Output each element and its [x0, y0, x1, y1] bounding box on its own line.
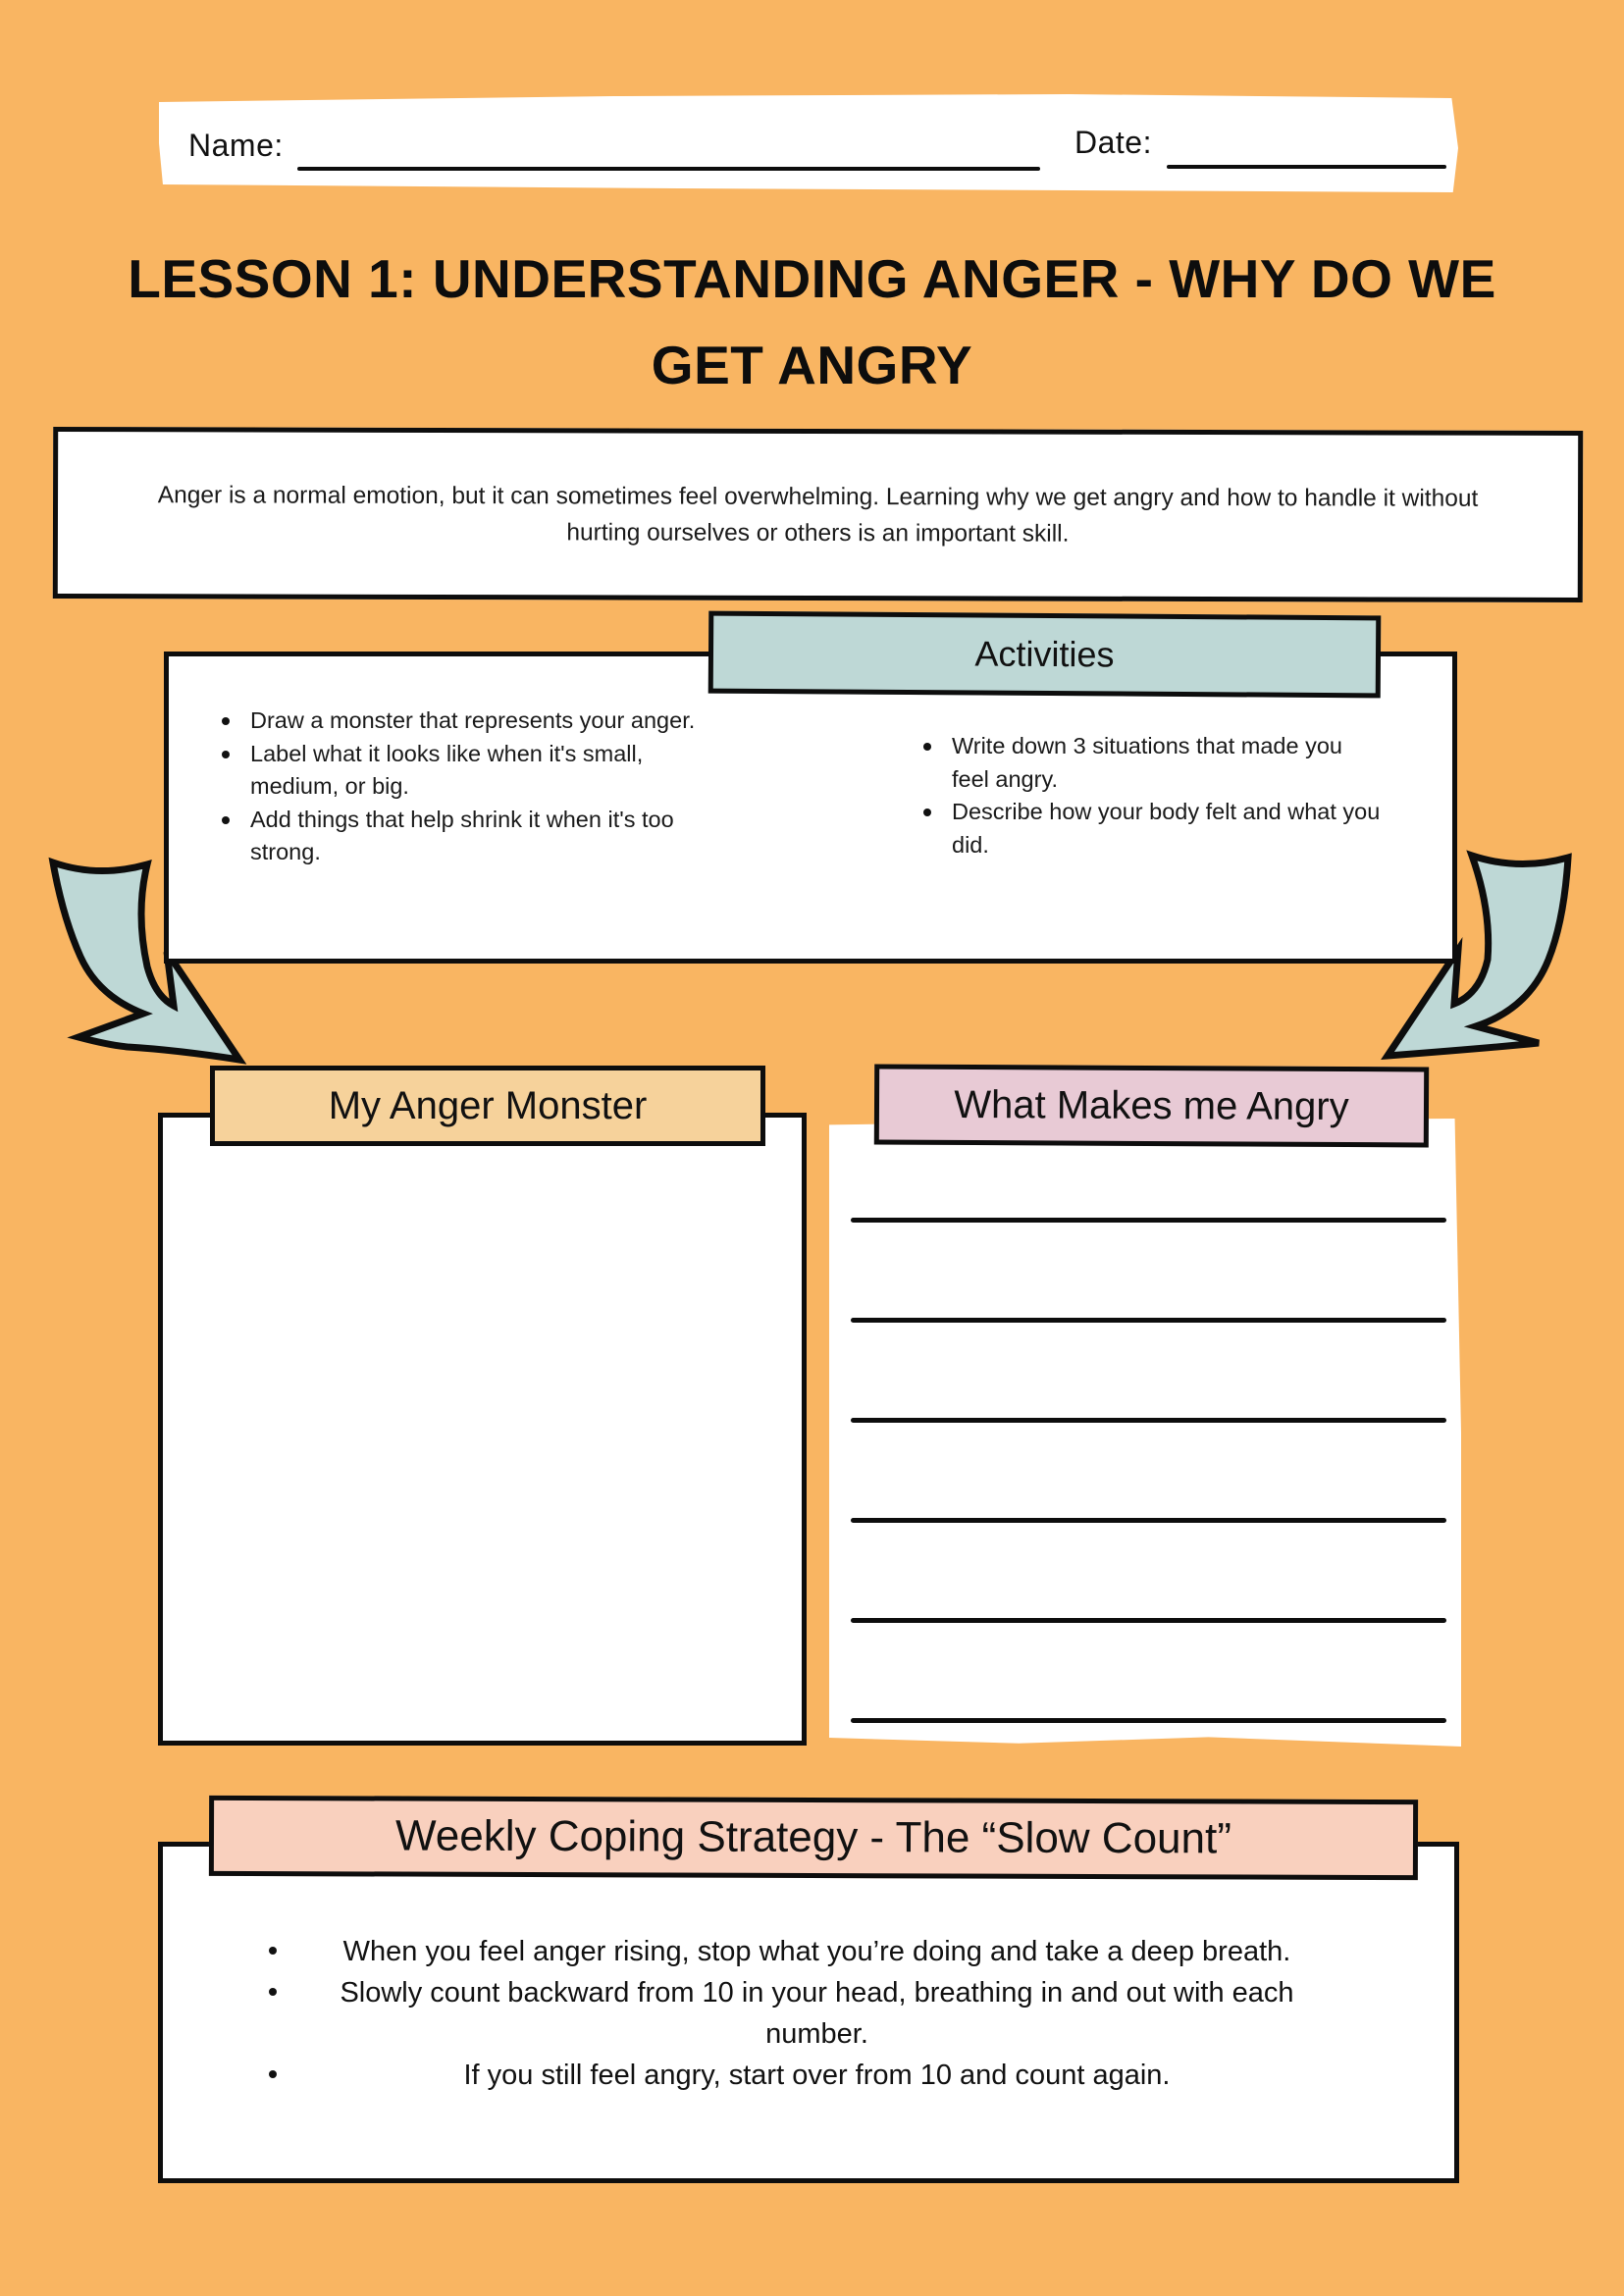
bullet-icon [269, 1947, 277, 1955]
list-item [952, 796, 1384, 861]
what-makes-me-angry-box [829, 1119, 1461, 1747]
name-field[interactable] [297, 167, 1040, 171]
activities-right-list [952, 730, 1384, 861]
writing-line-6[interactable] [851, 1718, 1446, 1723]
page-title: LESSON 1: UNDERSTANDING ANGER - WHY DO WE GET ANGRY [128, 248, 1496, 395]
anger-monster-drawing-area[interactable] [158, 1113, 807, 1746]
bullet-icon [269, 1988, 277, 1996]
list-item-text: Label what it looks like when it's small, medium, or big. [250, 740, 644, 799]
writing-line-2[interactable] [851, 1318, 1446, 1323]
list-item-text: Add things that help shrink it when it's too strong. [250, 806, 674, 864]
bullet-icon [222, 816, 230, 824]
name-label: Name: [188, 128, 284, 163]
bullet-icon [923, 743, 931, 751]
list-item-text: When you feel anger rising, stop what you’re doing and take a deep breath. [342, 1936, 1291, 1967]
list-item-text: If you still feel angry, start over from 10 and count again. [463, 2060, 1171, 2091]
writing-line-3[interactable] [851, 1418, 1446, 1423]
list-item-text: Write down 3 situations that made you feel angry. [952, 733, 1342, 792]
coping-strategy-heading [209, 1796, 1418, 1880]
activities-left-list [250, 704, 711, 869]
writing-line-1[interactable] [851, 1218, 1446, 1223]
bullet-icon [222, 751, 230, 758]
anger-monster-heading-text: My Anger Monster [328, 1083, 648, 1127]
bullet-icon [222, 717, 230, 725]
coping-strategy-heading-text: Weekly Coping Strategy - The “Slow Count” [394, 1811, 1232, 1863]
list-item [0, 1972, 1624, 2055]
intro-box [53, 427, 1583, 602]
list-item [0, 2055, 1624, 2096]
date-field[interactable] [1167, 165, 1446, 169]
what-makes-me-angry-heading-text: What Makes me Angry [954, 1082, 1349, 1128]
list-item [952, 730, 1384, 796]
bullet-icon [923, 809, 931, 816]
date-label: Date: [1074, 125, 1152, 160]
name-date-strip [159, 94, 1458, 192]
list-item-text: Draw a monster that represents your anger. [250, 707, 696, 733]
activities-heading-text: Activities [974, 633, 1115, 675]
what-makes-me-angry-heading [874, 1065, 1429, 1148]
list-item-text: Describe how your body felt and what you did. [952, 799, 1381, 858]
writing-line-4[interactable] [851, 1518, 1446, 1523]
list-item [250, 804, 711, 869]
coping-strategy-list [0, 1931, 1624, 2096]
anger-monster-heading [210, 1066, 765, 1146]
bullet-icon [269, 2070, 277, 2078]
activities-heading [708, 611, 1382, 699]
list-item-text: Slowly count backward from 10 in your head, breathing in and out with each number. [340, 1977, 1294, 2050]
list-item [250, 704, 711, 738]
writing-line-5[interactable] [851, 1618, 1446, 1623]
list-item [250, 738, 711, 804]
list-item [0, 1931, 1624, 1972]
intro-text: Anger is a normal emotion, but it can sometimes feel overwhelming. Learning why we get angry and how to handle it without hurting ourselves or others is an important skill. [157, 481, 1479, 548]
